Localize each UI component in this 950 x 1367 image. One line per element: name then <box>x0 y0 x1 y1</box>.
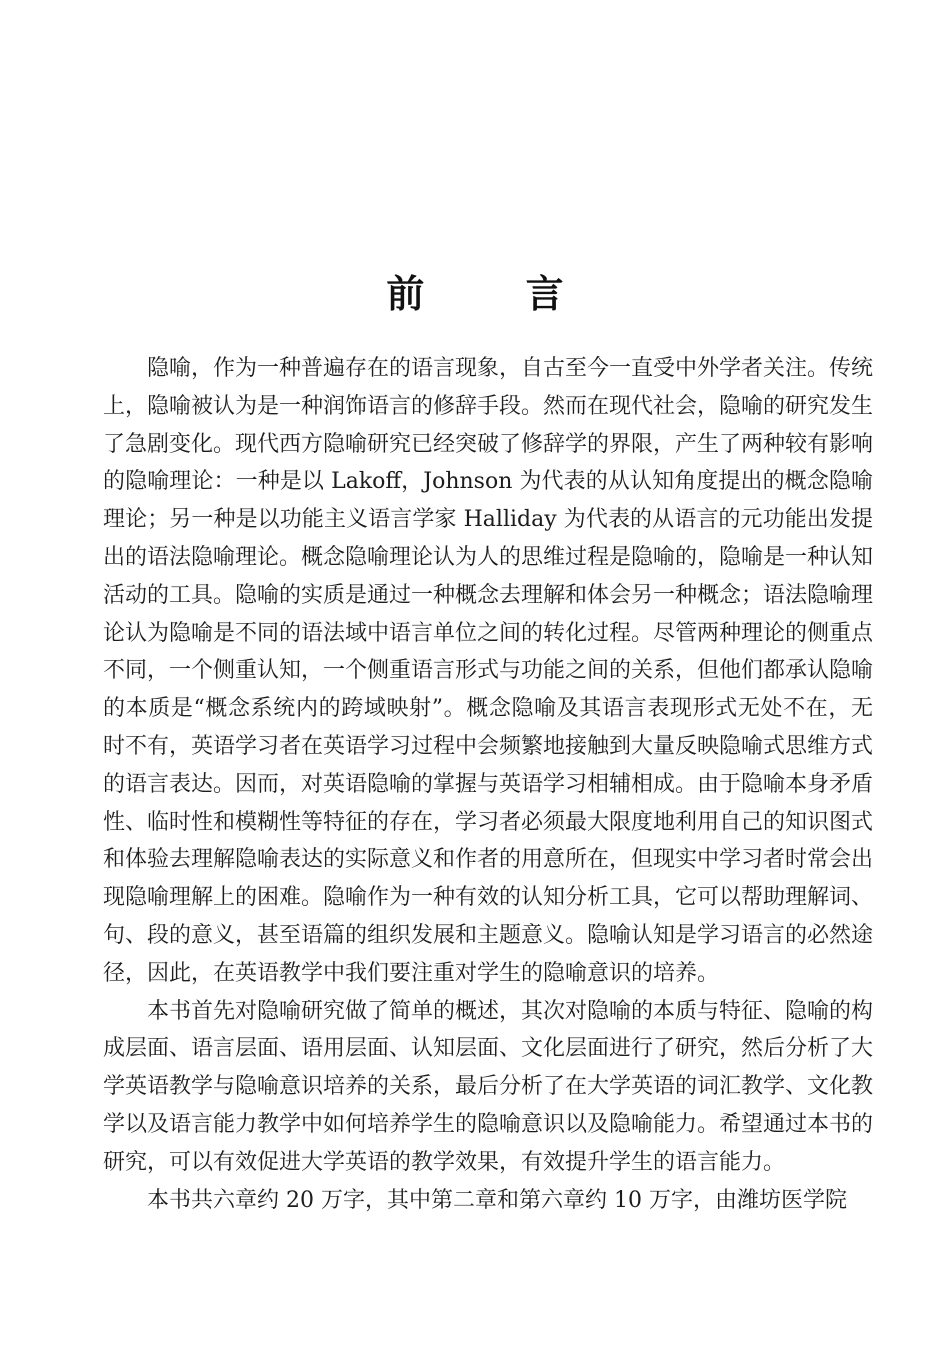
paragraph-3: 本书共六章约 20 万字，其中第二章和第六章约 10 万字，由潍坊医学院 <box>147 1187 847 1213</box>
page-title: 前 言 <box>386 271 608 317</box>
paragraph-1: 隐喻，作为一种普遍存在的语言现象，自古至今一直受中外学者关注。传统上，隐喻被认为是一种润饰语言的修辞手段。然而在现代社会，隐喻的研究发生了急剧变化。现代西方隐喻研究已经突破了修辞学的界限，产生了两种较有影响的隐喻理论：一种是以 Lakoff，Johnson 为代表的从认知角度提出的概念隐喻理论；另一种是以功能主义语言学家 Halliday 为代表的从语言的元功能出发提出的语法隐喻理论。概念隐喻理论认为人的思维过程是隐喻的，隐喻是一种认知活动的工具。隐喻的实质是通过一种概念去理解和体会另一种概念；语法隐喻理论认为隐喻是不同的语法域中语言单位之间的转化过程。尽管两种理论的侧重点不同，一个侧重认知，一个侧重语言形式与功能之间的关系，但他们都承认隐喻的本质是“概念系统内的跨域映射”。概念隐喻及其语言表现形式无处不在，无时不有，英语学习者在英语学习过程中会频繁地接触到大量反映隐喻式思维方式的语言表达。因而，对英语隐喻的掌握与英语学习相辅相成。由于隐喻本身矛盾性、临时性和模糊性等特征的存在，学习者必须最大限度地利用自己的知识图式和体验去理解隐喻表达的实际意义和作者的用意所在，但现实中学习者时常会出现隐喻理解上的困难。隐喻作为一种有效的认知分析工具，它可以帮助理解词、句、段的意义，甚至语篇的组织发展和主题意义。隐喻认知是学习语言的必然途径，因此，在英语教学中我们要注重对学生的隐喻意识的培养。 <box>103 356 874 986</box>
preface-body <box>103 350 873 1219</box>
paragraph-2: 本书首先对隐喻研究做了简单的概述，其次对隐喻的本质与特征、隐喻的构成层面、语言层面、语用层面、认知层面、文化层面进行了研究，然后分析了大学英语教学与隐喻意识培养的关系，最后分析了在大学英语的词汇教学、文化教学以及语言能力教学中如何培养学生的隐喻意识以及隐喻能力。希望通过本书的研究，可以有效促进大学英语的教学效果，有效提升学生的语言能力。 <box>103 998 874 1175</box>
